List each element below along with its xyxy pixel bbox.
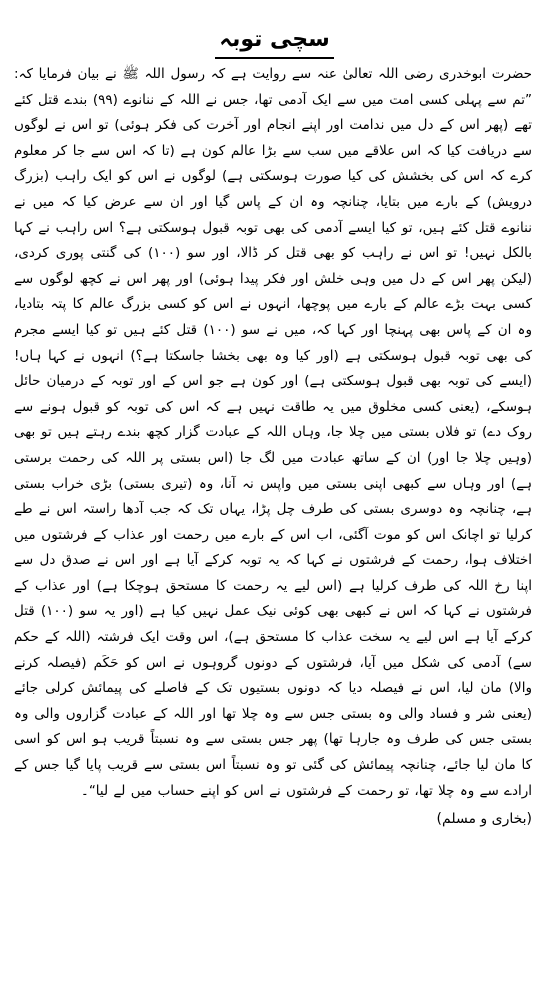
page-title <box>0 25 549 59</box>
page-title-text: سچی توبہ <box>215 25 334 59</box>
hadith-source: (بخاری و مسلم) <box>436 811 532 827</box>
hadith-text: حضرت ابوخدری رضی اللہ تعالیٰ عنہ سے روایت ہے کہ رسول اللہ ﷺ نے بیان فرمایا کہ: ”تم سے پہلی کسی امت میں سے ایک آدمی تھا، جس نے اللہ کے ننانوے (۹۹) بندے قتل کئے تھے (پھر اس کے دل میں ندامت اور اپنے انجام اور آخرت کی فکر ہوئی) تو اس نے لوگوں سے دریافت کیا کہ اس علاقے میں سب سے بڑا عالم کون ہے (تا کہ اس سے جا کر معلوم کرے کہ اس کی بخشش کی کیا صورت ہوسکتی ہے) لوگوں نے اس کو ایک راہب (بزرگ درویش) کے بارے میں بتایا، چنانچہ وہ ان کے پاس گیا اور ان سے عرض کیا کہ میں نے ننانوے قتل کئے ہیں، تو کیا ایسے آدمی کی بھی توبہ قبول ہوسکتی ہے؟ اس راہب نے کہا بالکل نہیں! تو اس نے راہب کو بھی قتل کر ڈالا، اور سو (۱۰۰) کی گنتی پوری کردی، (لیکن پھر اس کے دل میں وہی خلش اور فکر پیدا ہوئی) اور پھر اس نے کچھ لوگوں سے کسی بہت بڑے عالم کے بارے میں پوچھا، انہوں نے اس کو کسی بزرگ عالم کا پتہ بتادیا، وہ ان کے پاس بھی پہنچا اور کہا کہ، میں نے سو (۱۰۰) قتل کئے ہیں تو کیا ایسے مجرم کی بھی توبہ قبول ہوسکتی ہے (اور کیا وہ بھی بخشا جاسکتا ہے؟) انہوں نے کہا ہاں! (ایسے کی توبہ بھی قبول ہوسکتی ہے) اور کون ہے جو اس کے اور توبہ کے درمیان حائل ہوسکے، (یعنی کسی مخلوق میں یہ طاقت نہیں ہے کہ اس کی توبہ کو قبول ہونے سے روک دے) تو فلاں بستی میں چلا جا، وہاں اللہ کے عبادت گزار کچھ بندے رہتے ہیں تو بھی (وہیں چلا جا اور) ان کے ساتھ عبادت میں لگ جا (اس بستی پر اللہ کی رحمت برستی ہے) اور وہاں سے کبھی اپنی بستی میں واپس نہ آنا، وہ (تیری بستی) بڑی خراب بستی ہے، چنانچہ وہ دوسری بستی کی طرف چل پڑا، یہاں تک کہ جب آدھا راستہ اس نے طے کرلیا تو اچانک اس کو موت آگئی، اب اس کے بارے میں رحمت اور عذاب کے فرشتوں میں اختلاف ہوا، رحمت کے فرشتوں نے کہا کہ یہ توبہ کرکے آیا ہے اور اس نے صدق دل سے اپنا رخ اللہ کی طرف کرلیا ہے (اس لیے یہ رحمت کا مستحق ہوچکا ہے) اور عذاب کے فرشتوں نے کہا کہ اس نے کبھی بھی کوئی نیک عمل نہیں کیا ہے (اور یہ سو (۱۰۰) قتل کرکے آیا ہے اس لیے یہ سخت عذاب کا مستحق ہے)، اس وقت ایک فرشتہ (اللہ کے حکم سے) آدمی کی شکل میں آیا، فرشتوں کے دونوں گروہوں نے اس کو حَکَم (فیصلہ کرنے والا) مان لیا، اس نے فیصلہ دیا کہ دونوں بستیوں تک کے فاصلے کی پیمائش کرلی جائے (یعنی شر و فساد والی وہ بستی جس سے وہ چلا تھا اور اللہ کے عبادت گزاروں والی وہ بستی جس کی طرف وہ جارہا تھا) پھر جس بستی سے وہ نسبتاً قریب ہو اس کو اسی کا مان لیا جائے، چنانچہ پیمائش کی گئی تو وہ نسبتاً اس بستی سے قریب پایا گیا جس کے ارادے سے وہ چلا تھا، تو رحمت کے فرشتوں نے اس کو اپنے حساب میں لے لیا“۔ <box>14 66 533 799</box>
